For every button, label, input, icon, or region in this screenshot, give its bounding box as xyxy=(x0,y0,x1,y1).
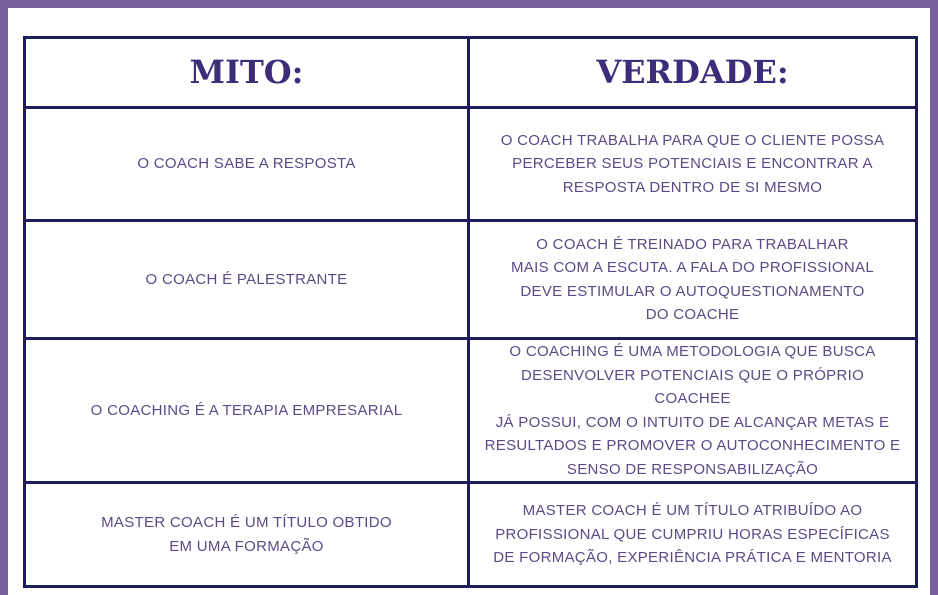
table-row xyxy=(25,108,917,221)
truth-cell: O COACHING É UMA METODOLOGIA QUE BUSCA DESENVOLVER POTENCIAIS QUE O PRÓPRIO COACHEE JÁ POSSUI, COM O INTUITO DE ALCANÇAR METAS E RESULTADOS E PROMOVER O AUTOCONHECIMENTO E SENSO DE RESPONSABILIZAÇÃO xyxy=(469,339,917,483)
table-row xyxy=(25,483,917,587)
myth-cell: O COACH SABE A RESPOSTA xyxy=(25,108,469,221)
truth-cell: O COACH É TREINADO PARA TRABALHAR MAIS COM A ESCUTA. A FALA DO PROFISSIONAL DEVE ESTIMULAR O AUTOQUESTIONAMENTO DO COACHE xyxy=(469,221,917,339)
myth-header: MITO: xyxy=(25,38,469,108)
truth-header: VERDADE: xyxy=(469,38,917,108)
truth-cell: O COACH TRABALHA PARA QUE O CLIENTE POSSA PERCEBER SEUS POTENCIAIS E ENCONTRAR A RESPOSTA DENTRO DE SI MESMO xyxy=(469,108,917,221)
table-row xyxy=(25,339,917,483)
table-header-row xyxy=(25,38,917,108)
myth-truth-table xyxy=(23,36,918,588)
truth-cell: MASTER COACH É UM TÍTULO ATRIBUÍDO AO PROFISSIONAL QUE CUMPRIU HORAS ESPECÍFICAS DE FORMAÇÃO, EXPERIÊNCIA PRÁTICA E MENTORIA xyxy=(469,483,917,587)
myth-cell: O COACH É PALESTRANTE xyxy=(25,221,469,339)
page xyxy=(8,8,930,595)
myth-cell: MASTER COACH É UM TÍTULO OBTIDO EM UMA FORMAÇÃO xyxy=(25,483,469,587)
myth-cell: O COACHING É A TERAPIA EMPRESARIAL xyxy=(25,339,469,483)
table-row xyxy=(25,221,917,339)
